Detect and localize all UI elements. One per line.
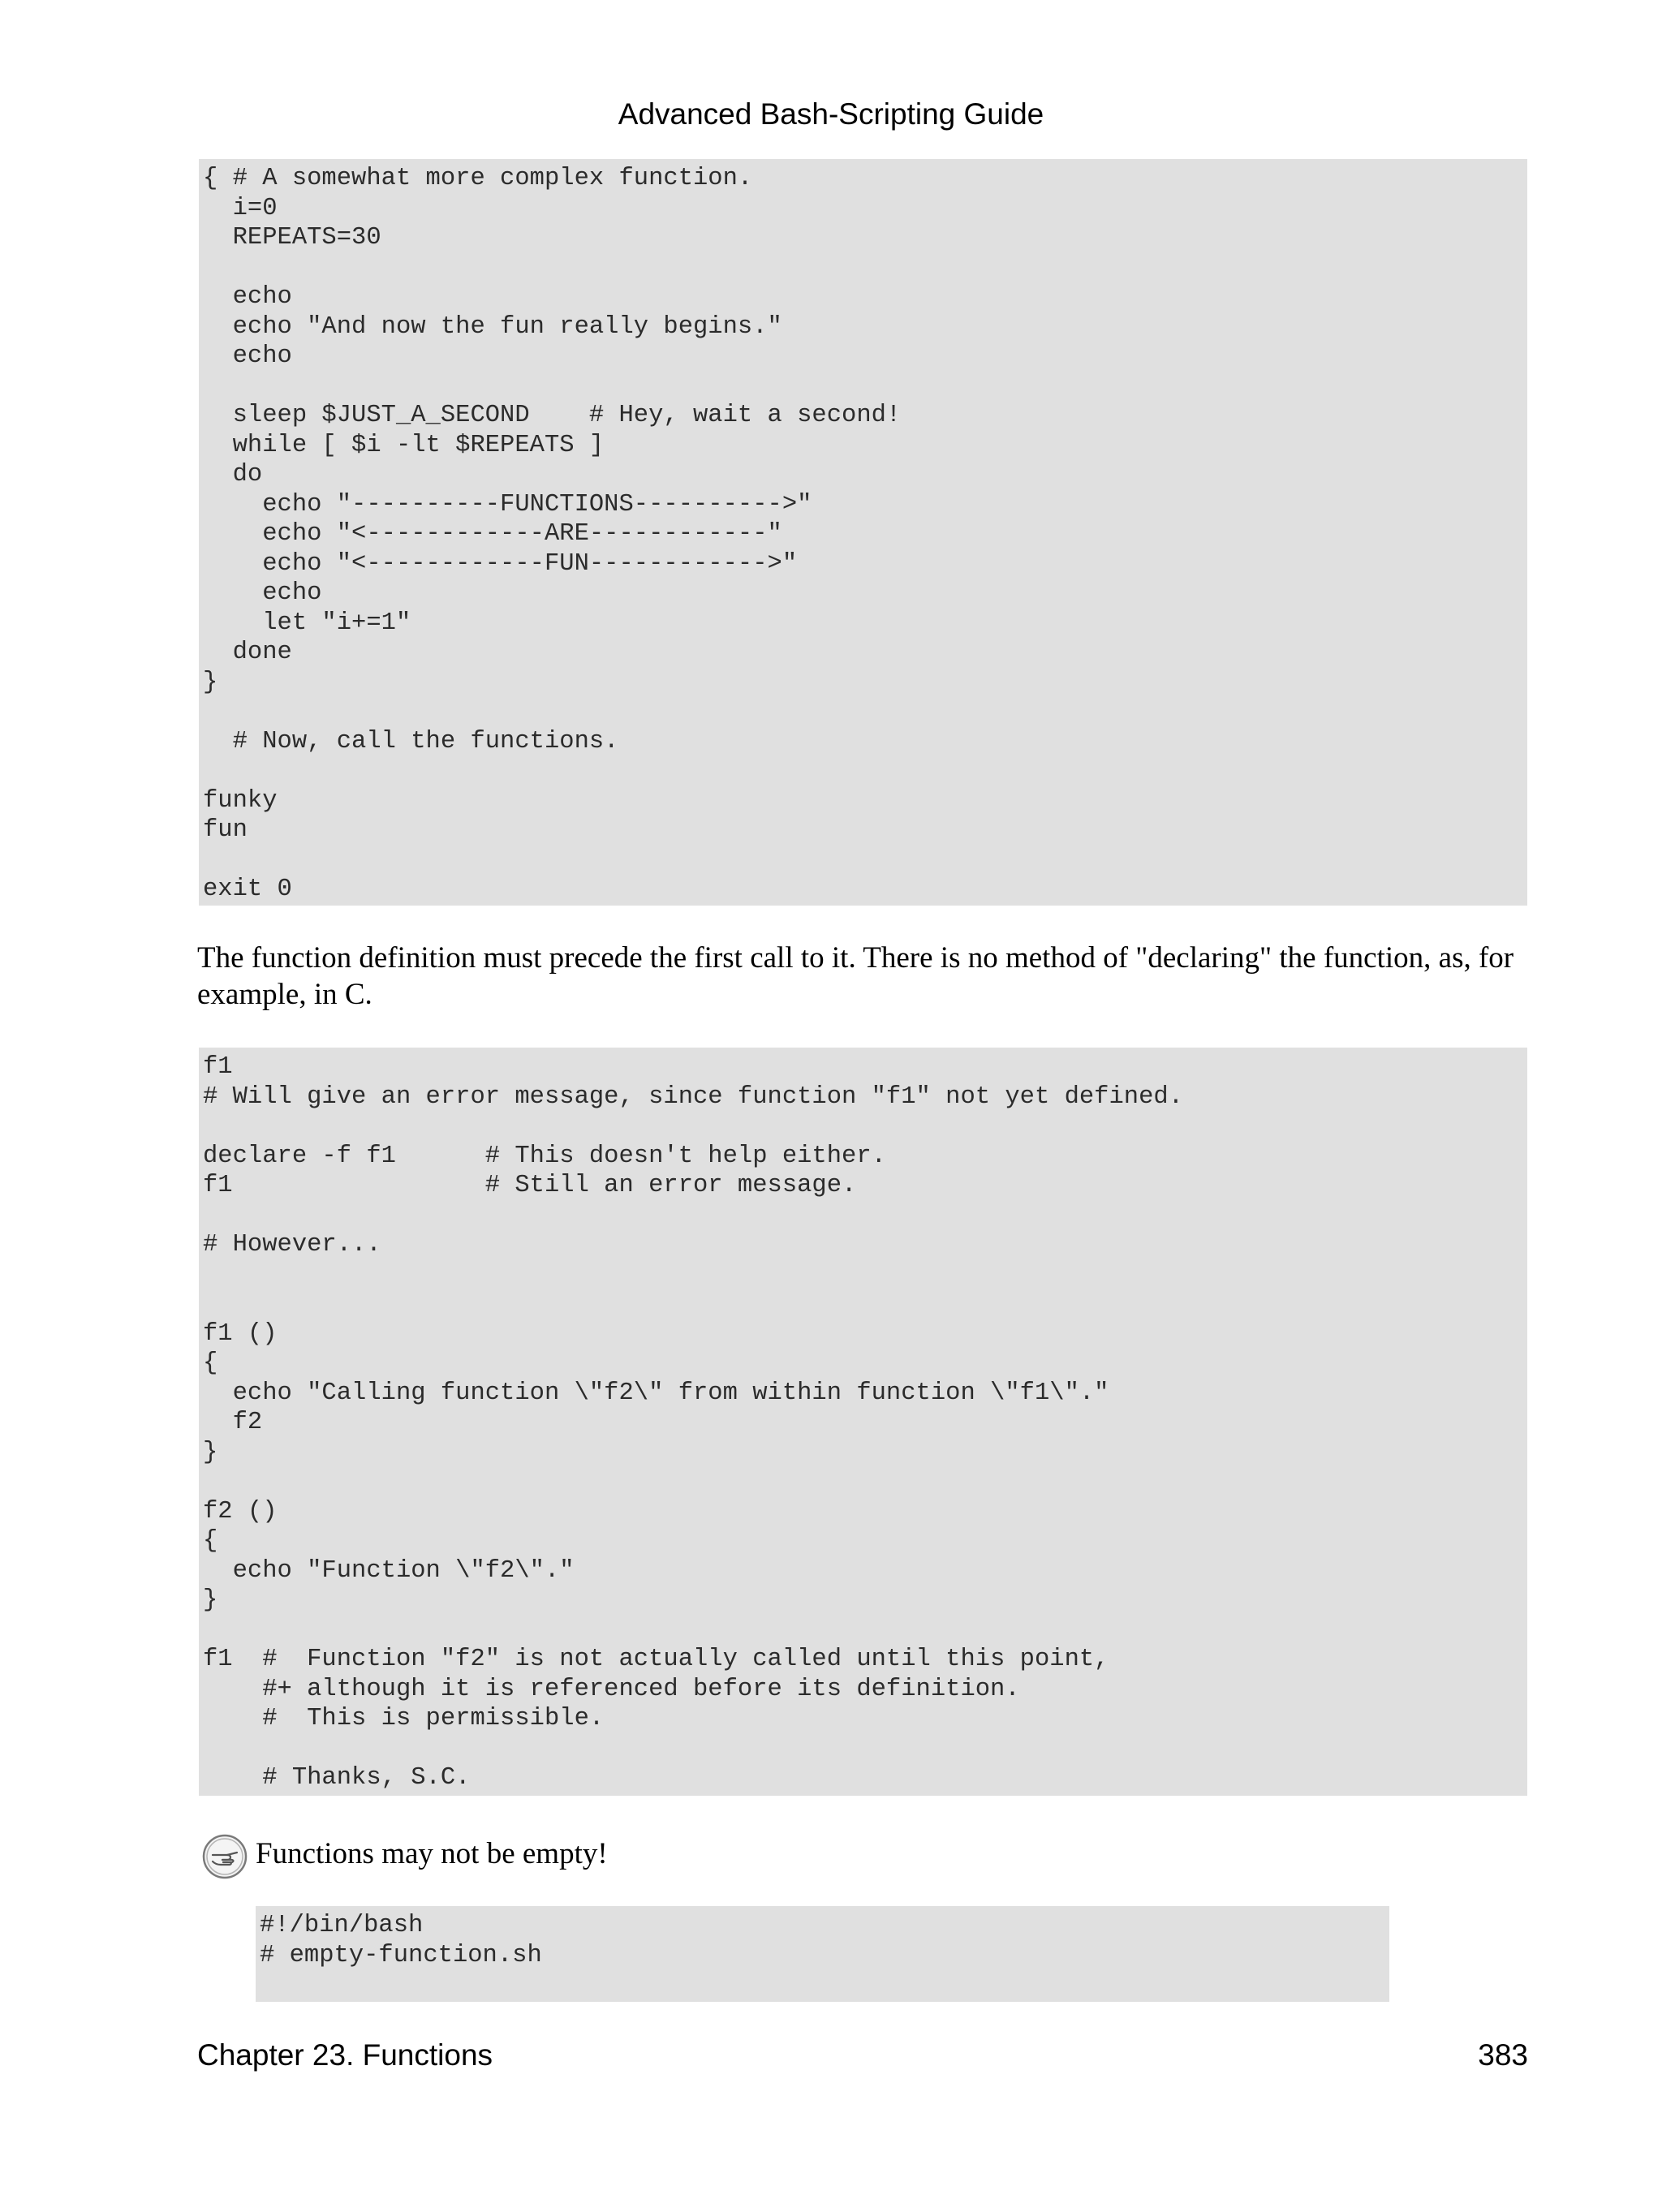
- code-block-empty-function: #!/bin/bash # empty-function.sh: [256, 1906, 1389, 2002]
- page-header-title: Advanced Bash-Scripting Guide: [618, 97, 1044, 131]
- note-hand-icon: [201, 1833, 248, 1880]
- code-block-definition-order: f1 # Will give an error message, since function "f1" not yet defined. declare -f f1 # This doesn't help either. f1 # Still an error message. # However... f1 () { echo "Calling function \"f2\" from within function \"f1\"." f2 } f2 () { echo "Function \"f2\"." } f1 # Function "f2" is not actually called until this point, #+ although it is referenced before its definition. # This is permissible. # Thanks, S.C.: [199, 1048, 1527, 1796]
- footer-chapter-title: Chapter 23. Functions: [197, 2038, 493, 2072]
- footer-page-number: 383: [1478, 2038, 1528, 2072]
- body-paragraph: The function definition must precede the first call to it. There is no method of "declaring" the function, as, for example, in C.: [197, 941, 1514, 1011]
- note-text: Functions may not be empty!: [256, 1837, 608, 1870]
- code-block-function-example: { # A somewhat more complex function. i=0 REPEATS=30 echo echo "And now the fun really begins." echo sleep $JUST_A_SECOND # Hey, wait a second! while [ $i -lt $REPEATS ] do echo "----------FUNCTIONS---------->" echo "<------------ARE------------" echo "<------------FUN------------>" echo let "i+=1" done } # Now, call the functions. funky fun exit 0: [199, 159, 1527, 906]
